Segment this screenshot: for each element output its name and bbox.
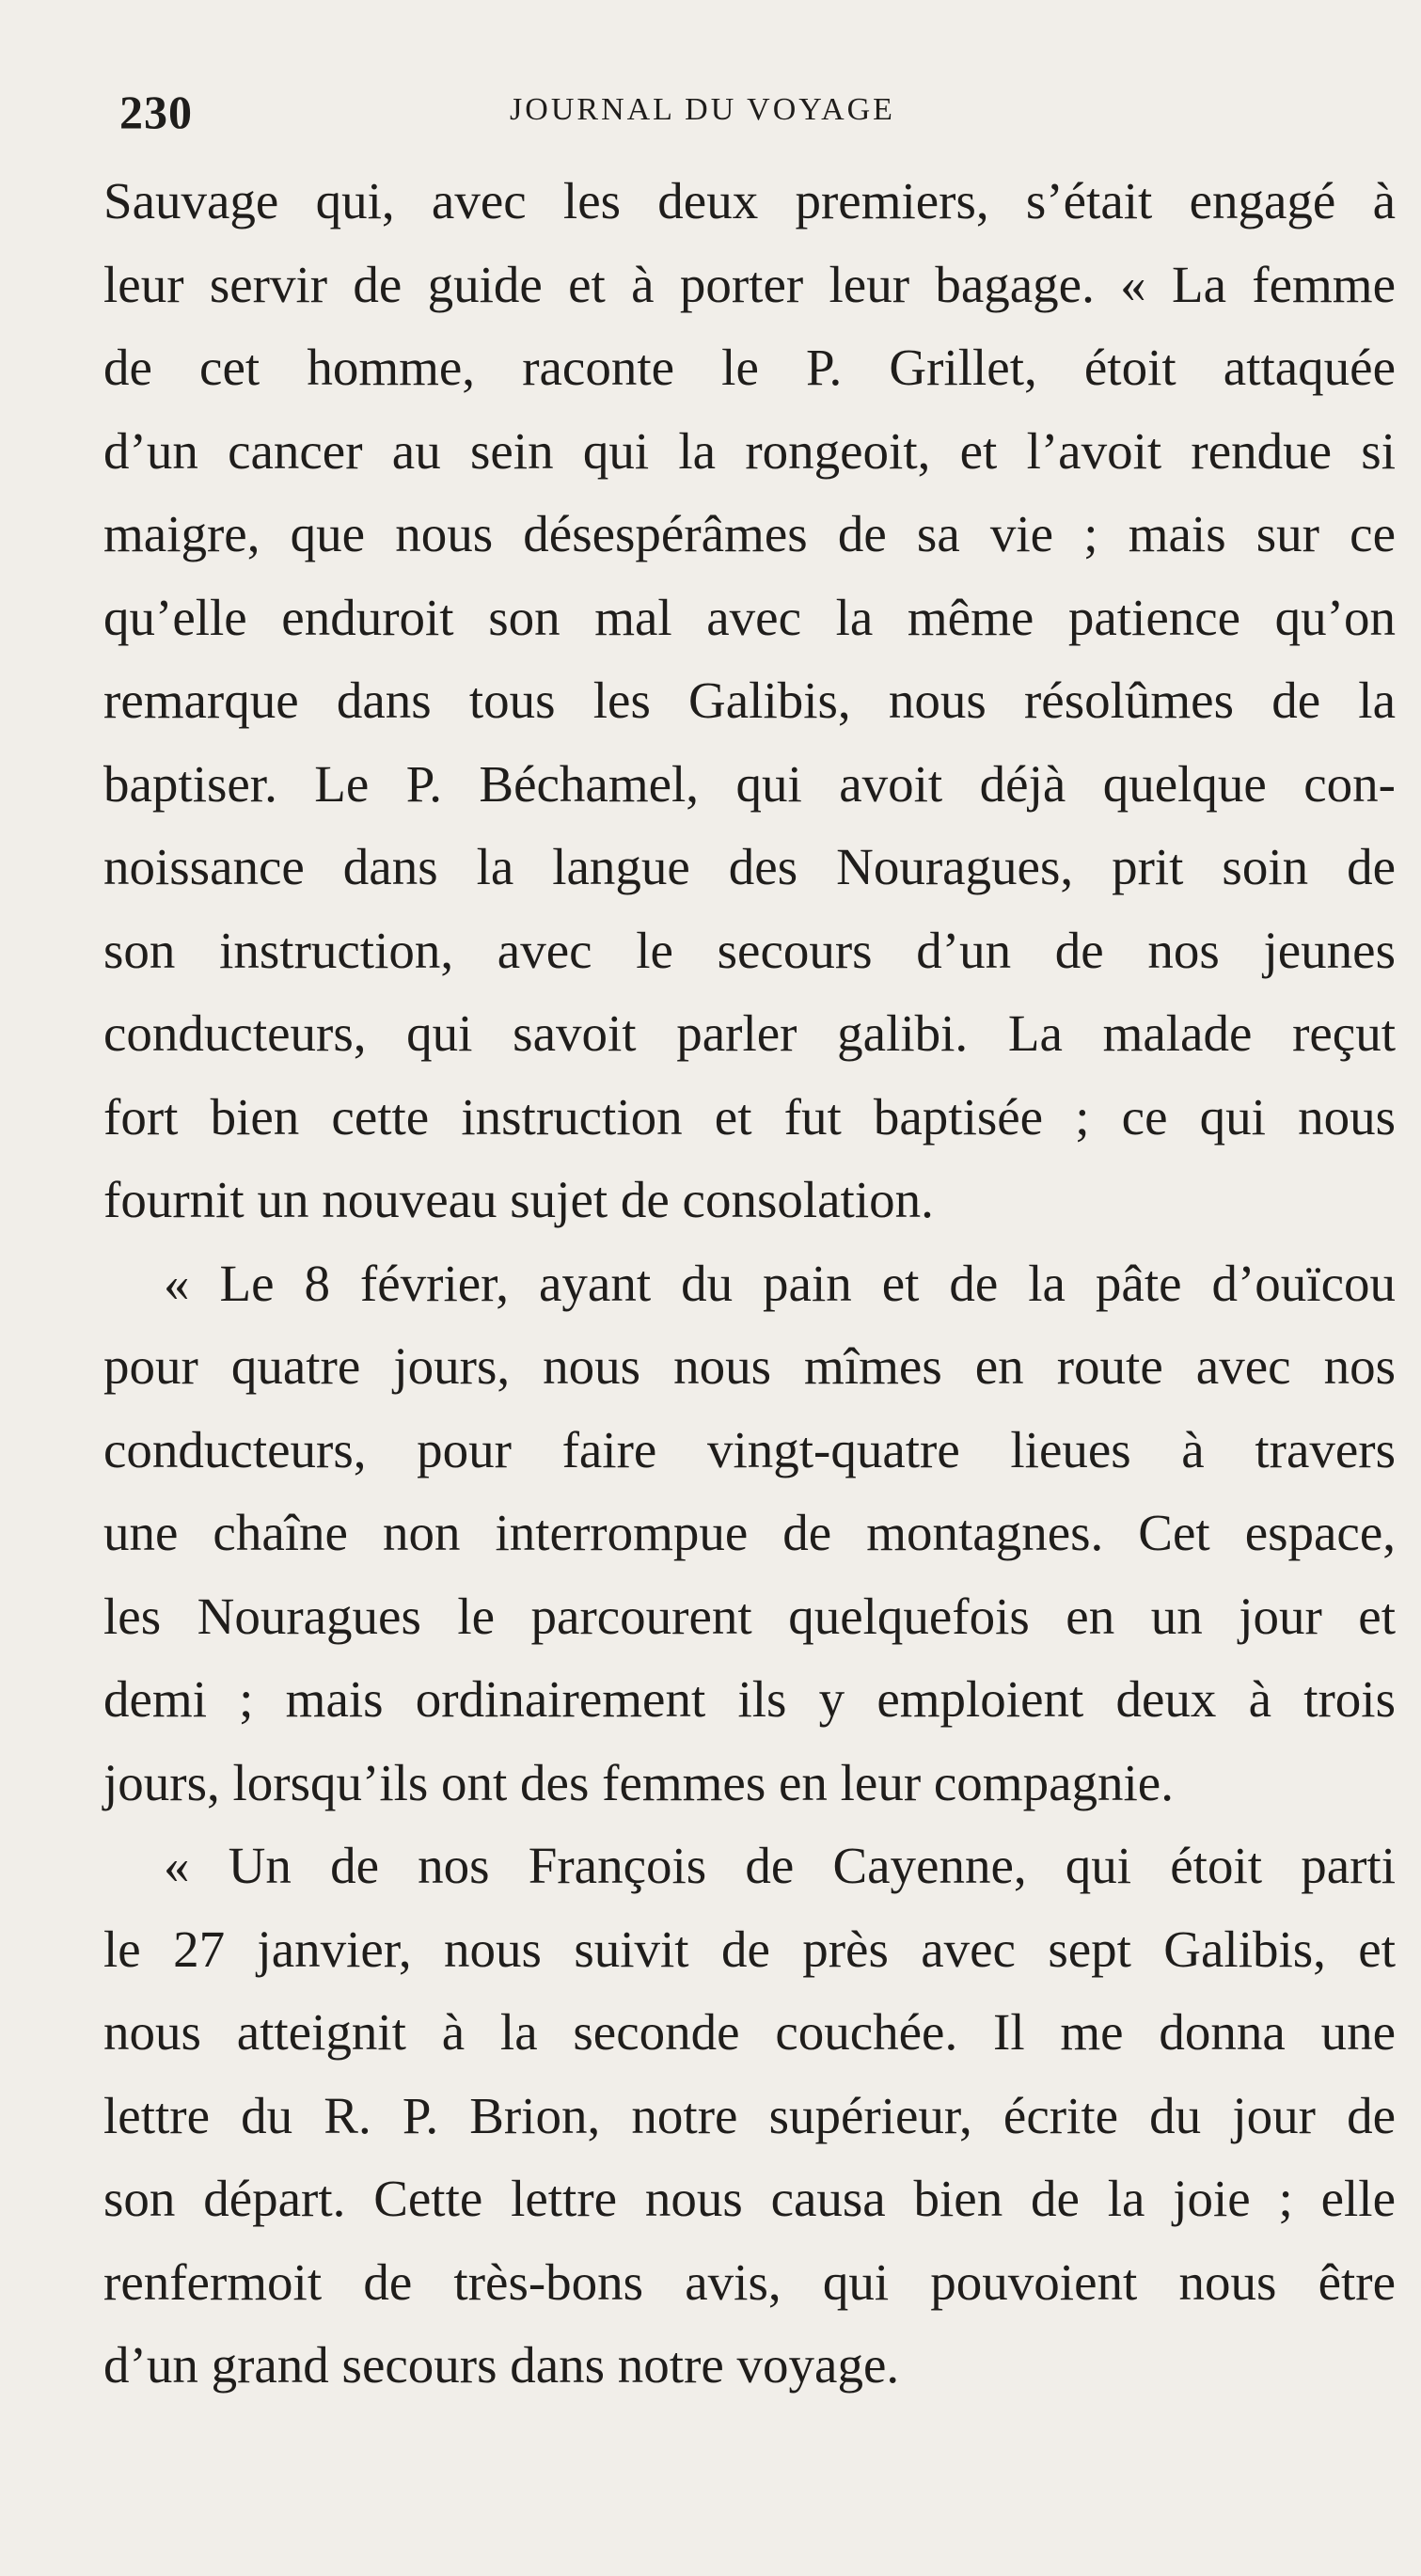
text-line: conducteurs, pour faire vingt-quatre lieues à travers <box>103 1420 1396 1478</box>
body-text <box>103 160 1396 2408</box>
text-line: pour quatre jours, nous nous mîmes en route avec nos <box>103 1337 1396 1395</box>
text-line: Sauvage qui, avec les deux premiers, s’était engagé à <box>103 172 1396 229</box>
text-line: leur servir de guide et à porter leur bagage. « La femme <box>103 255 1396 313</box>
text-line: le 27 janvier, nous suivit de près avec sept Galibis, et <box>103 1920 1396 1978</box>
text-line: son instruction, avec le secours d’un de nos jeunes <box>103 921 1396 979</box>
text-line: « Le 8 février, ayant du pain et de la pâte d’ouïcou <box>164 1254 1396 1312</box>
text-line: les Nouragues le parcourent quelquefois en un jour et <box>103 1587 1396 1645</box>
text-line: baptiser. Le P. Béchamel, qui avoit déjà quelque con- <box>103 754 1396 813</box>
text-line: d’un cancer au sein qui la rongeoit, et l’avoit rendue si <box>103 421 1396 480</box>
page-number: 230 <box>119 86 193 138</box>
text-line: lettre du R. P. Brion, notre supérieur, écrite du jour de <box>103 2086 1396 2144</box>
running-head: JOURNAL DU VOYAGE <box>510 92 895 127</box>
text-line: « Un de nos François de Cayenne, qui étoit parti <box>164 1837 1396 1894</box>
text-line: une chaîne non interrompue de montagnes. Cet espace, <box>103 1504 1396 1561</box>
text-line: noissance dans la langue des Nouragues, prit soin de <box>103 838 1396 895</box>
text-line: son départ. Cette lettre nous causa bien de la joie ; elle <box>103 2170 1396 2227</box>
text-line: renfermoit de très-bons avis, qui pouvoient nous être <box>103 2252 1396 2311</box>
page-header <box>119 85 1286 150</box>
text-line: jours, lorsqu’ils ont des femmes en leur compagnie. <box>103 1753 1174 1811</box>
text-line: fournit un nouveau sujet de consolation. <box>103 1171 934 1228</box>
text-line: d’un grand secours dans notre voyage. <box>103 2336 900 2394</box>
text-line: conducteurs, qui savoit parler galibi. La malade reçut <box>103 1004 1396 1062</box>
text-line: maigre, que nous désespérâmes de sa vie ; mais sur ce <box>103 505 1396 562</box>
text-line: de cet homme, raconte le P. Grillet, étoit attaquée <box>103 339 1396 396</box>
text-line: demi ; mais ordinairement ils y emploient deux à trois <box>103 1670 1396 1728</box>
text-line: remarque dans tous les Galibis, nous résolûmes de la <box>103 672 1396 729</box>
text-line: nous atteignit à la seconde couchée. Il me donna une <box>103 2003 1396 2061</box>
text-line: qu’elle enduroit son mal avec la même patience qu’on <box>103 588 1396 646</box>
text-line: fort bien cette instruction et fut baptisée ; ce qui nous <box>103 1087 1396 1146</box>
